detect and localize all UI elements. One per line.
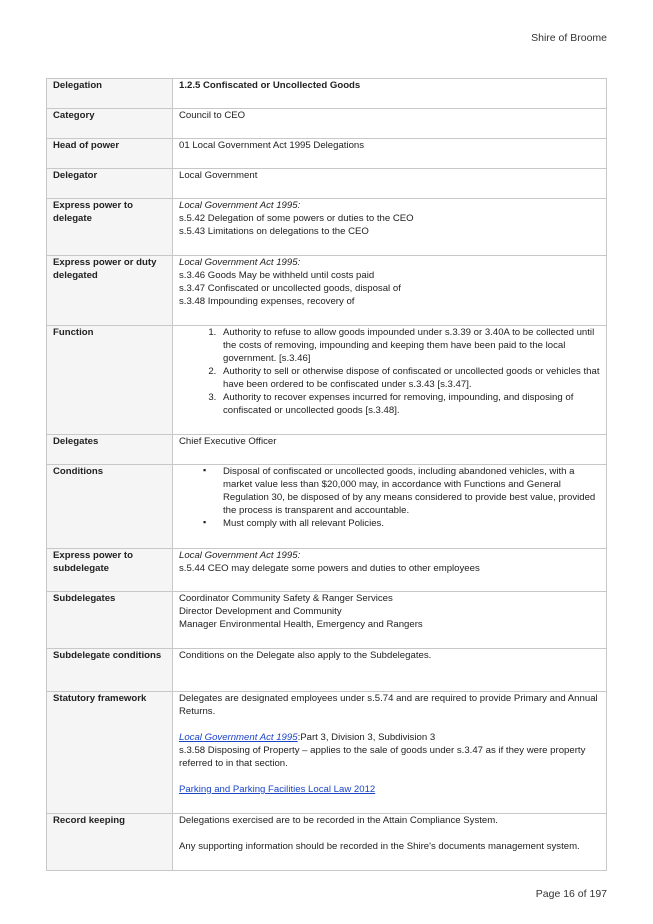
row-delegator	[47, 169, 607, 199]
framework-paragraph: s.3.58 Disposing of Property – applies to the sale of goods under s.3.47 as if they were property referred to in that section.	[179, 745, 586, 769]
condition-item: ▪ Must comply with all relevant Policies.	[219, 517, 600, 530]
value-delegation: 1.2.5 Confiscated or Uncollected Goods	[173, 79, 607, 109]
section-line: s.5.43 Limitations on delegations to the CEO	[179, 226, 369, 237]
function-list	[179, 326, 600, 417]
value-statutory-framework	[173, 692, 607, 814]
label-express-power-delegate: Express power to delegate	[47, 199, 173, 256]
value-delegates: Chief Executive Officer	[173, 435, 607, 465]
framework-act-line	[179, 731, 600, 744]
row-delegation	[47, 79, 607, 109]
value-delegator: Local Government	[173, 169, 607, 199]
delegation-table	[46, 78, 607, 871]
row-statutory-framework	[47, 692, 607, 814]
label-head-of-power: Head of power	[47, 139, 173, 169]
row-conditions	[47, 465, 607, 549]
row-express-power-delegate	[47, 199, 607, 256]
section-line: s.5.42 Delegation of some powers or duties to the CEO	[179, 213, 414, 224]
label-express-power-subdelegate: Express power to subdelegate	[47, 549, 173, 592]
record-paragraph: Delegations exercised are to be recorded in the Attain Compliance System.	[179, 815, 498, 826]
function-item: 2. Authority to sell or otherwise dispose of confiscated or uncollected goods or vehicles that have been ordered to be confiscated under s.3.43 [s.3.47].	[219, 365, 600, 391]
label-function: Function	[47, 326, 173, 435]
value-express-power-subdelegate	[173, 549, 607, 592]
label-subdelegate-conditions: Subdelegate conditions	[47, 649, 173, 692]
row-function	[47, 326, 607, 435]
subdelegate-line: Manager Environmental Health, Emergency and Rangers	[179, 619, 423, 630]
subdelegate-line: Coordinator Community Safety & Ranger Services	[179, 593, 393, 604]
act-link[interactable]: Local Government Act 1995	[179, 732, 298, 743]
row-delegates	[47, 435, 607, 465]
value-subdelegate-conditions: Conditions on the Delegate also apply to the Subdelegates.	[173, 649, 607, 692]
label-delegation: Delegation	[47, 79, 173, 109]
act-name: Local Government Act 1995:	[179, 550, 301, 561]
section-line: s.3.48 Impounding expenses, recovery of	[179, 296, 355, 307]
section-line: s.3.46 Goods May be withheld until costs paid	[179, 270, 375, 281]
row-subdelegate-conditions	[47, 649, 607, 692]
row-category	[47, 109, 607, 139]
page-number: Page 16 of 197	[535, 888, 607, 900]
label-express-power-duty: Express power or duty delegated	[47, 256, 173, 326]
condition-item: ▪ Disposal of confiscated or uncollected goods, including abandoned vehicles, with a market value less than $20,000 may, in accordance with Functions and General Regulation 30, be disposed of by any means considered to provide best value, provided the process is transparent and accountable.	[219, 465, 600, 517]
row-express-power-duty	[47, 256, 607, 326]
framework-paragraph: Delegates are designated employees under s.5.74 and are required to provide Primary and Annual Returns.	[179, 693, 598, 717]
label-delegator: Delegator	[47, 169, 173, 199]
row-head-of-power	[47, 139, 607, 169]
act-name: Local Government Act 1995:	[179, 200, 301, 211]
function-item: 1. Authority to refuse to allow goods impounded under s.3.39 or 3.40A to be collected until the costs of removing, impounding and keeping them have been paid to the local government. [s.3.46]	[219, 326, 600, 365]
label-delegates: Delegates	[47, 435, 173, 465]
value-conditions	[173, 465, 607, 549]
section-line: s.3.47 Confiscated or uncollected goods, disposal of	[179, 283, 401, 294]
local-law-link[interactable]: Parking and Parking Facilities Local Law 2012	[179, 784, 376, 795]
row-record-keeping	[47, 814, 607, 871]
value-express-power-duty	[173, 256, 607, 326]
section-line: s.5.44 CEO may delegate some powers and duties to other employees	[179, 563, 480, 574]
row-subdelegates	[47, 592, 607, 649]
value-record-keeping	[173, 814, 607, 871]
value-express-power-delegate	[173, 199, 607, 256]
act-name: Local Government Act 1995:	[179, 257, 301, 268]
label-statutory-framework: Statutory framework	[47, 692, 173, 814]
label-record-keeping: Record keeping	[47, 814, 173, 871]
label-category: Category	[47, 109, 173, 139]
function-item: 3. Authority to recover expenses incurred for removing, impounding, and disposing of confiscated or uncollected goods [s.3.48].	[219, 391, 600, 417]
header-organisation: Shire of Broome	[531, 32, 607, 44]
row-express-power-subdelegate	[47, 549, 607, 592]
subdelegate-line: Director Development and Community	[179, 606, 342, 617]
value-head-of-power: 01 Local Government Act 1995 Delegations	[173, 139, 607, 169]
value-category: Council to CEO	[173, 109, 607, 139]
value-function	[173, 326, 607, 435]
value-subdelegates	[173, 592, 607, 649]
label-conditions: Conditions	[47, 465, 173, 549]
record-paragraph: Any supporting information should be recorded in the Shire's documents management system.	[179, 841, 580, 852]
conditions-list	[179, 465, 600, 530]
act-reference: :Part 3, Division 3, Subdivision 3	[297, 732, 436, 743]
label-subdelegates: Subdelegates	[47, 592, 173, 649]
